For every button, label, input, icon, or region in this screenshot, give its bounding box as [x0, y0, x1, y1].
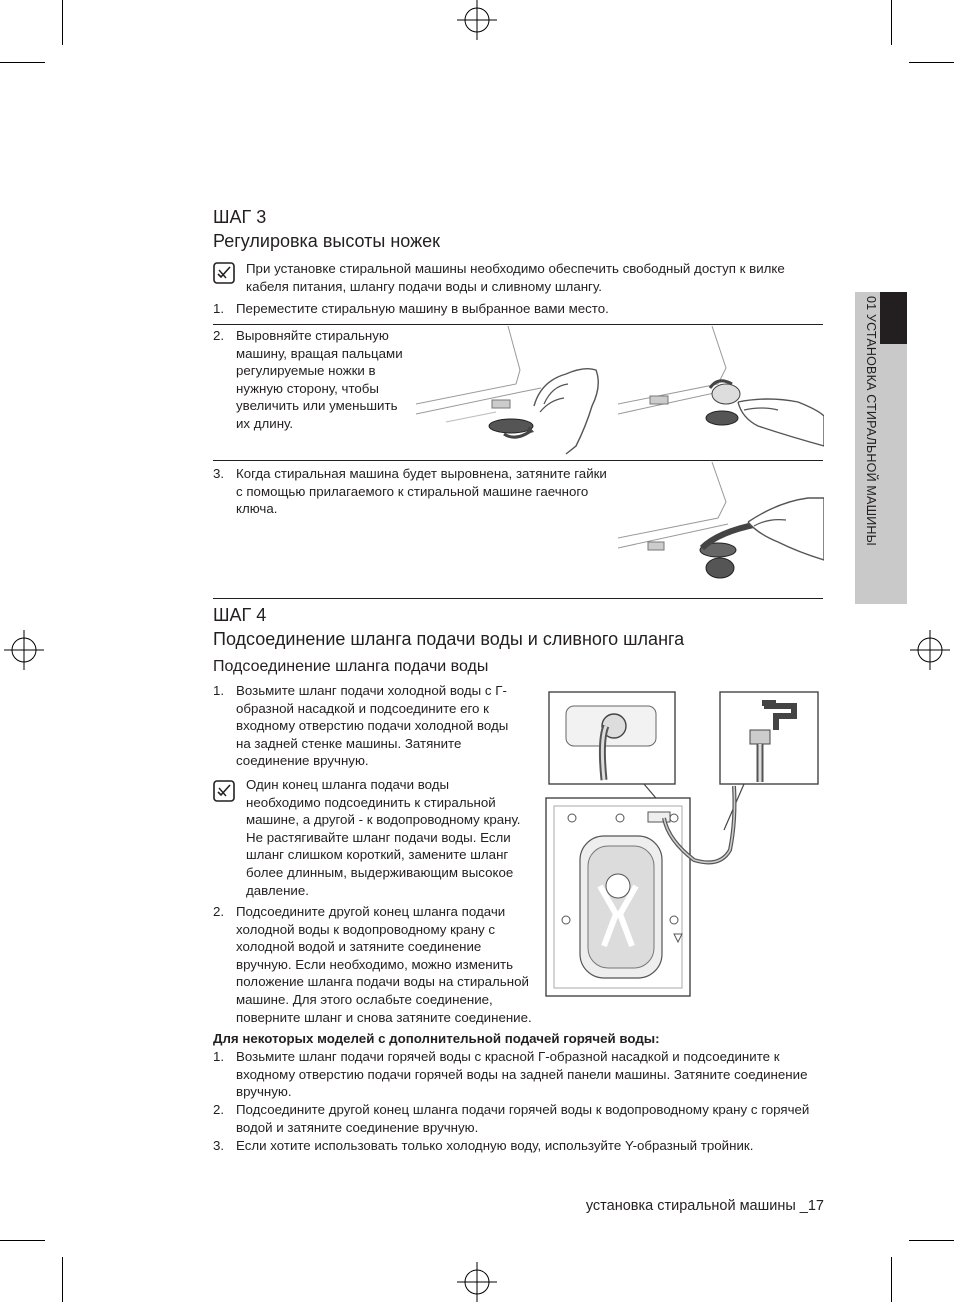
list-item [213, 327, 413, 437]
crop-mark [62, 1257, 63, 1302]
divider [213, 460, 823, 461]
list-number: 2. [213, 904, 225, 919]
side-tab-label: 01 УСТАНОВКА СТИРАЛЬНОЙ МАШИНЫ [864, 296, 878, 546]
list-item [213, 300, 823, 318]
list-number: 1. [213, 301, 225, 316]
foot-adjust-illustration [618, 326, 824, 456]
crop-mark [62, 0, 63, 45]
wrench-illustration [618, 462, 824, 594]
registration-mark-icon [4, 630, 44, 670]
note-icon [213, 780, 235, 802]
list-text: Возьмите шланг подачи холодной воды с Г-образной насадкой и подсоедините его к входному отверстию подачи холодной воды на задней стенке машины. Затяните соединение вручную. [236, 683, 509, 769]
list-item [213, 1048, 823, 1101]
list-text: Если хотите использовать только холодную воду, используйте Y-образный тройник. [236, 1138, 754, 1153]
list-text: Подсоедините другой конец шланга подачи холодной воды к водопроводному крану с холодной водой и затяните соединение вручную. Если необходимо, можно изменить положение шланга подачи воды на стиральной машине. Для этого ослабьте соединение, поверните шланг и снова затяните соединение. [236, 904, 532, 1025]
list-number: 1. [213, 1049, 225, 1064]
crop-mark [891, 0, 892, 45]
list-number: 2. [213, 1102, 225, 1117]
list-number: 3. [213, 1138, 225, 1153]
list-number: 1. [213, 683, 225, 698]
registration-mark-icon [910, 630, 950, 670]
list-text: Когда стиральная машина будет выровнена, затяните гайки с помощью прилагаемого к стиральной машине гаечного ключа. [236, 466, 607, 517]
divider [213, 324, 823, 325]
step4-note: Один конец шланга подачи воды необходимо подсоединить к стиральной машине, а другой - к водопроводному крану. Не растягивайте шланг подачи воды. Если шланг слишком короткий, замените шланг более длинным, выдерживающим высокое давление. [246, 777, 521, 898]
crop-mark [909, 62, 954, 63]
crop-mark [0, 1240, 45, 1241]
list-number: 3. [213, 466, 225, 481]
divider [213, 598, 823, 599]
foot-adjust-illustration [416, 326, 616, 456]
hose-connection-illustration [544, 690, 824, 1010]
list-number: 2. [213, 328, 225, 343]
list-text: Подсоедините другой конец шланга подачи горячей воды к водопроводному крану с горячей водой и затяните соединение вручную. [236, 1102, 810, 1135]
registration-mark-icon [457, 0, 497, 40]
page-footer: установка стиральной машины _17 [585, 1198, 824, 1214]
list-item [213, 1101, 823, 1137]
registration-mark-icon [457, 1262, 497, 1302]
step3-subtitle: Регулировка высоты ножек [213, 231, 440, 251]
list-item [213, 465, 608, 520]
list-item [213, 682, 523, 772]
crop-mark [909, 1240, 954, 1241]
crop-mark [0, 62, 45, 63]
step3-title: ШАГ 3 [213, 207, 267, 227]
section-title: Подсоединение шланга подачи воды [213, 658, 489, 675]
hot-water-title: Для некоторых моделей с дополнительной подачей горячей воды: [213, 1031, 660, 1046]
list-text: Выровняйте стиральную машину, вращая пальцами регулируемые ножки в нужную сторону, чтобы увеличить или уменьшить их длину. [236, 328, 403, 431]
side-tab-marker [880, 292, 907, 344]
crop-mark [891, 1257, 892, 1302]
step4-subtitle: Подсоединение шланга подачи воды и сливного шланга [213, 629, 685, 649]
step3-note: При установке стиральной машины необходимо обеспечить свободный доступ к вилке кабеля питания, шлангу подачи воды и сливному шлангу. [246, 261, 785, 294]
list-text: Возьмите шланг подачи горячей воды с красной Г-образной насадкой и подсоедините к входному отверстию подачи горячей воды на задней панели машины. Затяните соединение вручную. [236, 1049, 808, 1100]
note-icon [213, 262, 235, 284]
list-text: Переместите стиральную машину в выбранное вами место. [236, 301, 609, 316]
step4-title: ШАГ 4 [213, 605, 267, 625]
list-item [213, 1137, 823, 1155]
